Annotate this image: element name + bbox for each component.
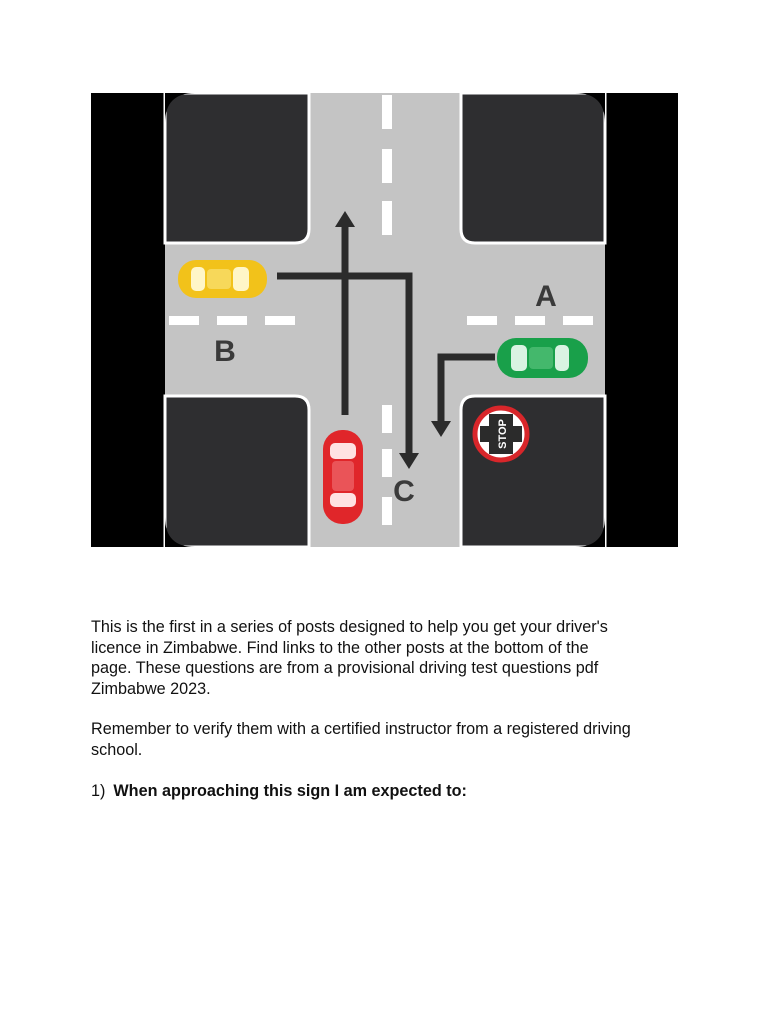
label-b: B — [214, 335, 236, 368]
red-car — [323, 430, 363, 524]
yellow-car — [178, 260, 267, 298]
intersection-diagram — [91, 93, 678, 547]
intro-line-1: This is the first in a series of posts designed to help you get your driver's — [91, 618, 608, 636]
green-car — [497, 338, 588, 378]
intro-line-4: Zimbabwe 2023. — [91, 679, 211, 698]
intersection-diagram-svg — [91, 93, 678, 547]
intro-line-3a: page. — [91, 659, 136, 677]
reminder-line-2: school. — [91, 740, 143, 759]
stop-sign — [475, 408, 527, 460]
block-top-right — [461, 93, 605, 243]
intro-line-2: licence in Zimbabwe. Find links to the other posts at the bottom of the — [91, 638, 589, 657]
question-text: When approaching this sign I am expected to: — [113, 782, 467, 800]
question-1 — [91, 781, 691, 802]
frame-right — [605, 93, 678, 547]
reminder-line-1: Remember to verify them with a certified instructor from a registered driving — [91, 720, 631, 738]
label-c: C — [393, 475, 415, 508]
block-top-left — [165, 93, 309, 243]
intro-line-3 — [91, 658, 691, 679]
intro-line-3b: These questions are from a provisional driving test questions pdf — [135, 659, 599, 677]
stop-sign-text: STOP — [497, 419, 509, 449]
reminder-paragraph — [91, 719, 691, 760]
question-line — [91, 781, 691, 802]
intro-paragraph — [91, 617, 691, 699]
label-a: A — [535, 280, 557, 313]
frame-left — [91, 93, 165, 547]
block-bottom-left — [165, 396, 309, 547]
question-number: 1) — [91, 782, 106, 800]
